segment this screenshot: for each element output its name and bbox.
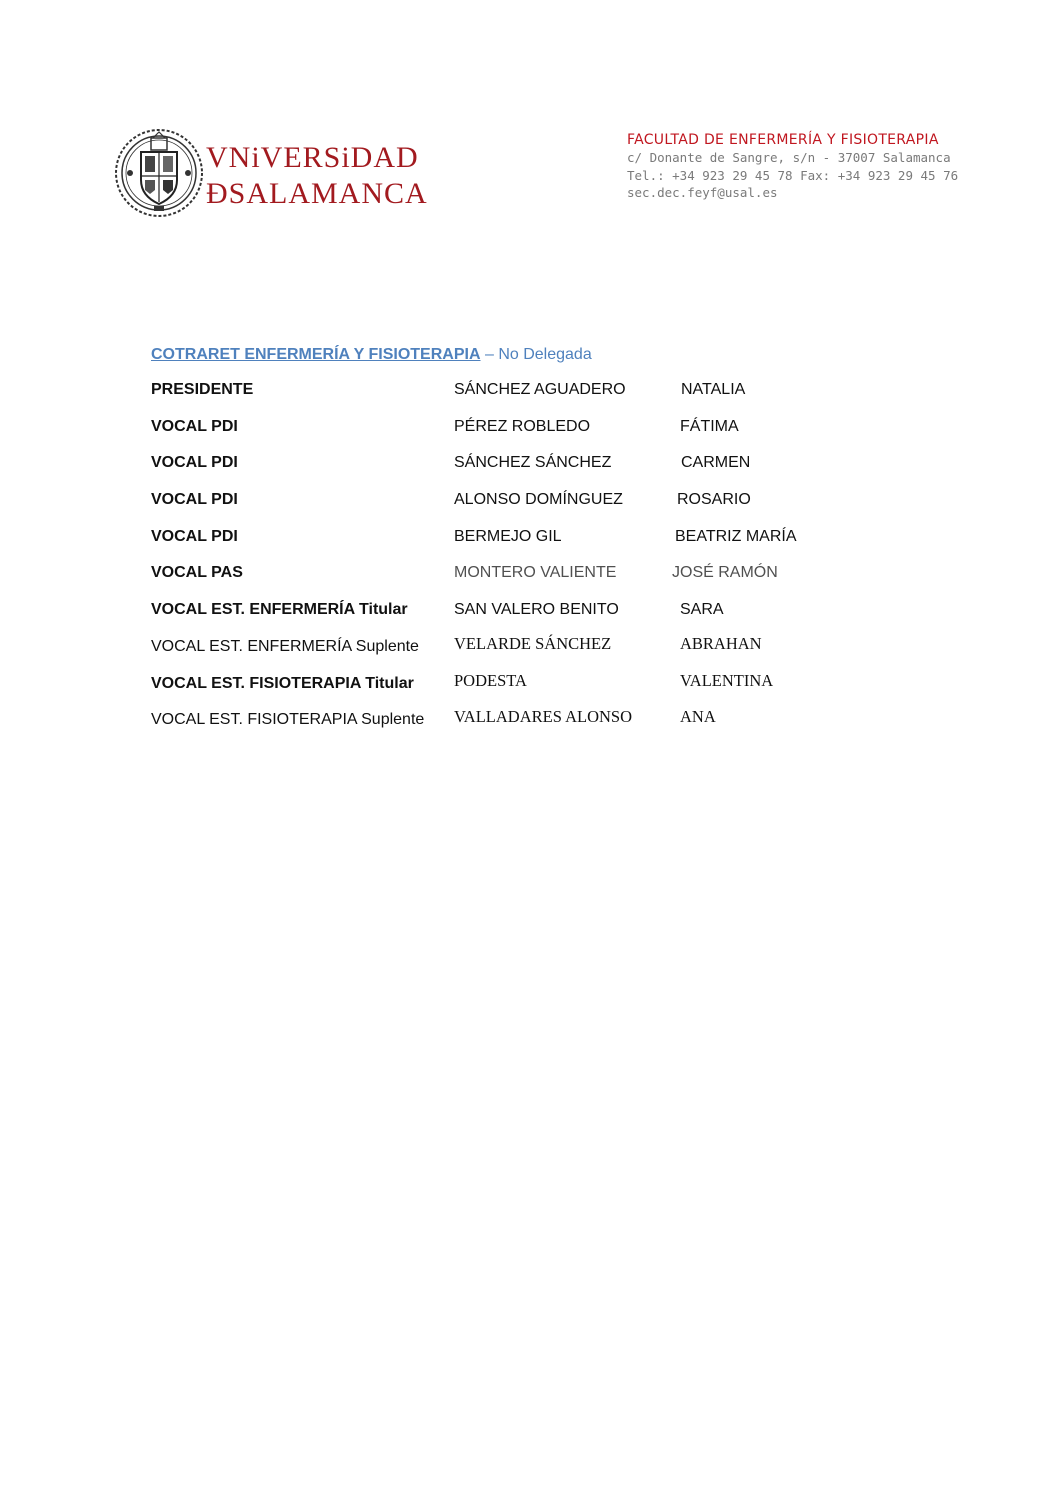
- member-role: VOCAL EST. ENFERMERÍA Titular: [151, 601, 408, 619]
- committee-subtitle: No Delegada: [498, 346, 592, 363]
- member-row: [151, 411, 951, 448]
- member-surname: PODESTA: [454, 670, 527, 690]
- member-surname: SÁNCHEZ SÁNCHEZ: [454, 454, 612, 472]
- member-role: VOCAL EST. FISIOTERAPIA Suplente: [151, 711, 425, 729]
- member-given-name: FÁTIMA: [680, 417, 739, 435]
- member-surname: VALLADARES ALONSO: [454, 707, 633, 727]
- member-role: VOCAL EST. FISIOTERAPIA Titular: [151, 674, 414, 692]
- faculty-name: FACULTAD DE ENFERMERÍA Y FISIOTERAPIA: [627, 132, 939, 148]
- member-surname: SAN VALERO BENITO: [454, 601, 619, 619]
- wordmark-line-2: ÐSALAMANCA: [206, 177, 428, 210]
- member-row: [151, 631, 951, 668]
- title-separator: –: [484, 346, 494, 363]
- committee-section: [151, 344, 951, 741]
- page-header: [0, 0, 1058, 240]
- member-given-name: JOSÉ RAMÓN: [672, 564, 778, 582]
- member-role: VOCAL EST. ENFERMERÍA Suplente: [151, 637, 419, 655]
- member-row: [151, 668, 951, 705]
- member-row: [151, 374, 951, 411]
- member-row: [151, 557, 951, 594]
- member-given-name: NATALIA: [681, 381, 746, 398]
- wordmark-line-1: VNiVERSiDAD: [206, 141, 419, 174]
- member-role: PRESIDENTE: [151, 381, 254, 398]
- member-given-name: BEATRIZ MARÍA: [675, 527, 797, 545]
- member-row: [151, 484, 951, 521]
- member-role: VOCAL PDI: [151, 527, 238, 545]
- committee-heading: [151, 344, 951, 366]
- faculty-phones: Tel.: +34 923 29 45 78 Fax: +34 923 29 45 76: [627, 167, 959, 183]
- member-given-name: ANA: [680, 707, 716, 727]
- member-given-name: ABRAHAN: [680, 633, 762, 653]
- member-given-name: ROSARIO: [677, 491, 751, 509]
- university-seal-icon: [114, 128, 204, 218]
- member-surname: SÁNCHEZ AGUADERO: [454, 381, 626, 398]
- member-surname: VELARDE SÁNCHEZ: [454, 633, 612, 653]
- member-row: [151, 521, 951, 558]
- faculty-email[interactable]: sec.dec.feyf@usal.es: [627, 185, 778, 200]
- member-role: VOCAL PAS: [151, 564, 243, 582]
- member-surname: ALONSO DOMÍNGUEZ: [454, 491, 623, 509]
- member-given-name: SARA: [680, 601, 724, 619]
- member-row: [151, 704, 951, 741]
- members-list: [151, 374, 951, 741]
- member-role: VOCAL PDI: [151, 491, 238, 509]
- member-role: VOCAL PDI: [151, 417, 238, 435]
- member-row: [151, 594, 951, 631]
- member-surname: MONTERO VALIENTE: [454, 564, 617, 582]
- member-surname: PÉREZ ROBLEDO: [454, 417, 591, 435]
- faculty-contact: [627, 131, 1047, 202]
- committee-title-link[interactable]: COTRARET ENFERMERÍA Y FISIOTERAPIA: [151, 346, 481, 363]
- faculty-address: c/ Donante de Sangre, s/n - 37007 Salamanca: [627, 150, 951, 165]
- member-given-name: CARMEN: [681, 454, 751, 472]
- university-logo: [114, 128, 434, 220]
- member-surname: BERMEJO GIL: [454, 527, 562, 545]
- member-row: [151, 447, 951, 484]
- member-given-name: VALENTINA: [680, 670, 774, 690]
- member-role: VOCAL PDI: [151, 454, 238, 472]
